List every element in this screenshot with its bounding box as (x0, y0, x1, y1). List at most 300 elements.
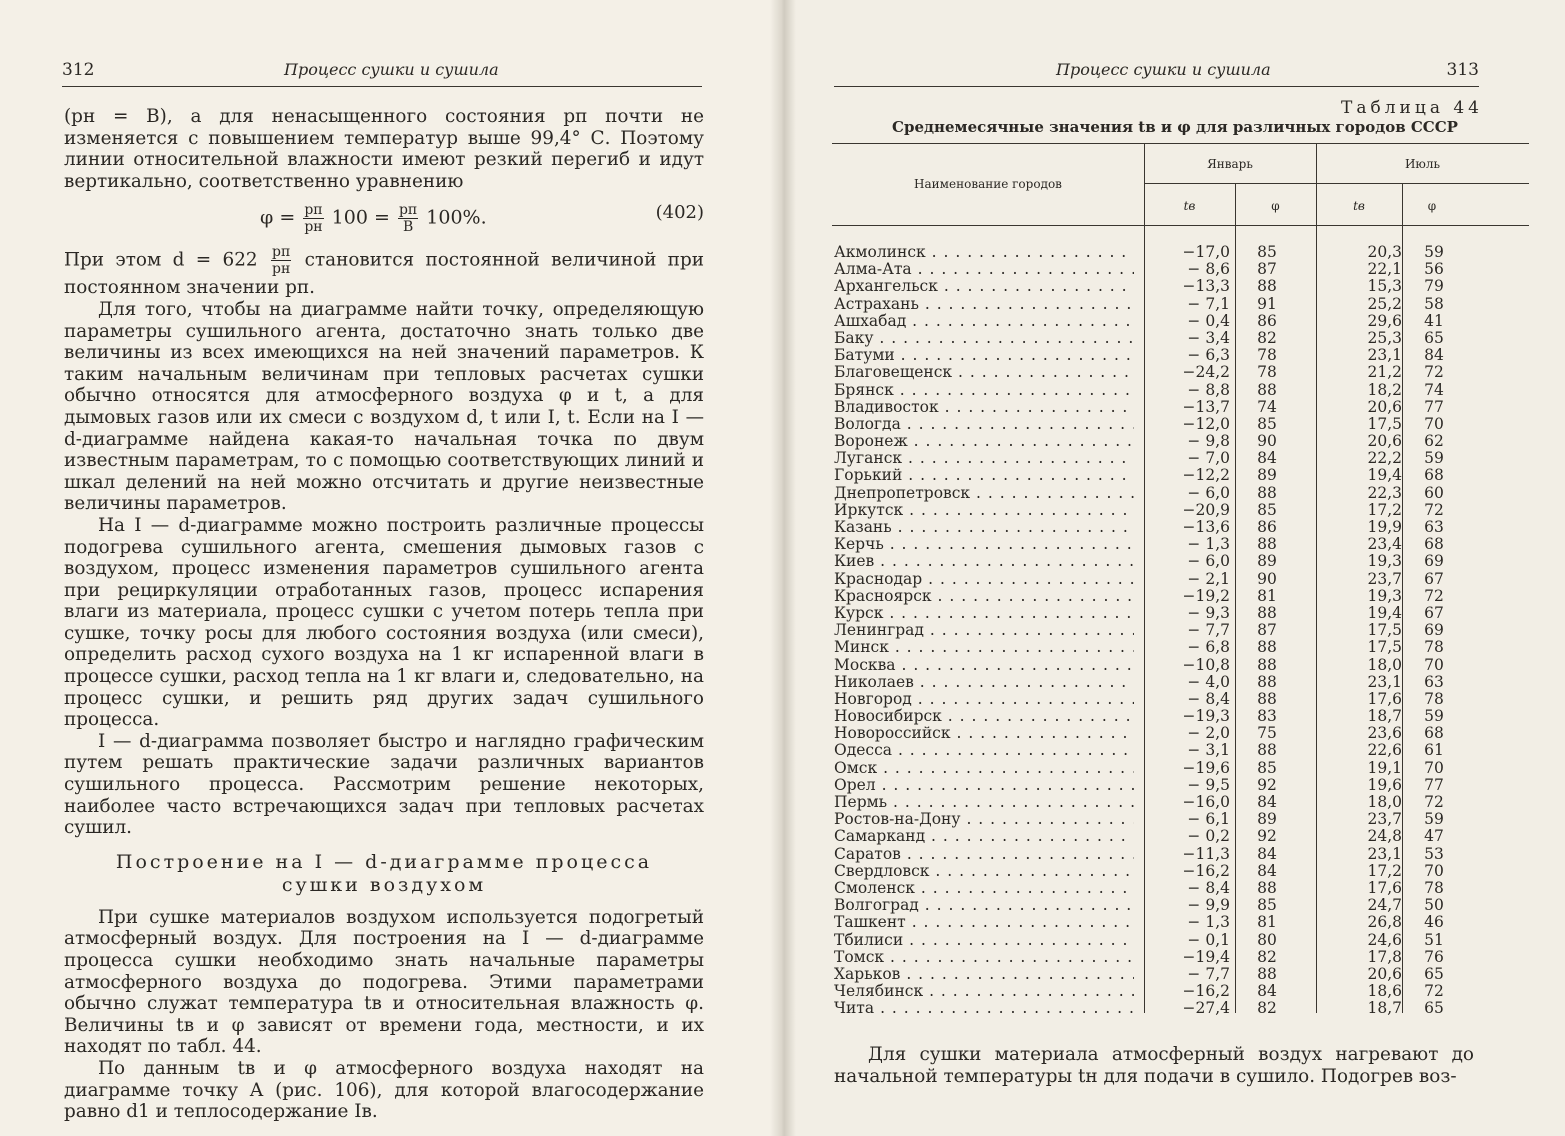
jan-humidity: 89 (1257, 466, 1277, 485)
city-name: Вологда . . . (834, 416, 1134, 433)
table-row (832, 313, 1529, 330)
jul-temp: 17,8 (1367, 947, 1402, 966)
table-row (832, 553, 1529, 570)
jan-temp: − 0,2 (1187, 827, 1230, 846)
jan-humidity: 84 (1257, 844, 1277, 863)
jan-temp: −19,2 (1182, 586, 1230, 605)
jan-humidity: 80 (1257, 930, 1277, 949)
jan-temp: − 7,7 (1187, 621, 1230, 640)
jul-humidity: 65 (1424, 999, 1444, 1018)
paragraph: При этом d = 622 $\frac{pп}{pн}$ становится постоянной величиной при постоянном значении pп. (64, 244, 704, 299)
jan-temp: − 6,0 (1187, 552, 1230, 571)
jan-temp: − 7,1 (1187, 294, 1230, 313)
table-row (832, 674, 1529, 691)
jul-humidity: 68 (1424, 724, 1444, 743)
city-name: Баку . . . (834, 330, 1134, 347)
table-group-rule (1144, 183, 1529, 184)
table-row (832, 691, 1529, 708)
city-name: Новороссийск . . . (834, 725, 1134, 742)
city-name: Москва . . . (834, 657, 1134, 674)
jul-temp: 24,6 (1367, 930, 1402, 949)
jan-humidity: 81 (1257, 913, 1277, 932)
table-row (832, 278, 1529, 295)
jan-temp: − 9,3 (1187, 603, 1230, 622)
jul-humidity: 72 (1424, 586, 1444, 605)
city-name: Саратов . . . (834, 846, 1134, 863)
jan-humidity: 88 (1257, 741, 1277, 760)
city-name: Николаев . . . (834, 674, 1134, 691)
jan-humidity: 88 (1257, 638, 1277, 657)
jul-humidity: 69 (1424, 552, 1444, 571)
city-name: Днепропетровск . . . (834, 485, 1134, 502)
table-row (832, 364, 1529, 381)
city-name: Архангельск . . . (834, 278, 1134, 295)
jul-temp: 19,4 (1367, 466, 1402, 485)
paragraph: По данным tв и φ атмосферного воздуха находят на диаграмме точку A (рис. 106), для которой влагосодержание равно d1 и теплосодержание Iв. (64, 1057, 704, 1123)
jul-temp: 19,9 (1367, 518, 1402, 536)
jul-temp: 29,6 (1367, 311, 1402, 330)
right-running-head (834, 56, 1479, 87)
jan-temp: −13,7 (1182, 397, 1230, 416)
jul-humidity: 60 (1424, 483, 1444, 502)
jul-temp: 23,1 (1367, 346, 1402, 365)
table-row (832, 244, 1529, 261)
paragraph: I — d-диаграмма позволяет быстро и наглядно графическим путем решать практические задачи различных вариантов сушильного процесса. Рассмотрим решение некоторых, наиболее часто встречающихся задач при тепловых расчетах сушил. (64, 730, 704, 839)
jul-temp: 24,8 (1367, 827, 1402, 846)
jul-temp: 15,3 (1367, 277, 1402, 296)
jul-humidity: 46 (1424, 913, 1444, 932)
city-name: Одесса . . . (834, 742, 1134, 759)
table-row (832, 467, 1529, 484)
jul-humidity: 68 (1424, 466, 1444, 485)
formula-expression: φ = $\frac{pп}{pн}$ 100 = $\frac{pп}{B}$ 100%. (260, 202, 487, 236)
table-row (832, 828, 1529, 845)
city-name: Минск . . . (834, 639, 1134, 656)
city-name: Керчь . . . (834, 536, 1134, 553)
table-row (832, 794, 1529, 811)
jan-temp: − 8,4 (1187, 689, 1230, 708)
jul-temp: 18,0 (1367, 793, 1402, 811)
city-name: Горький . . . (834, 467, 1134, 484)
section-heading: Построение на I — d-диаграмме процесса сушки воздухом (115, 850, 653, 896)
city-name: Орел . . . (834, 777, 1134, 794)
jul-temp: 19,3 (1367, 552, 1402, 571)
jan-temp: −10,8 (1182, 655, 1230, 674)
table-row (832, 622, 1529, 639)
city-name: Смоленск . . . (834, 880, 1134, 897)
table-row (832, 296, 1529, 313)
jan-humidity: 88 (1257, 483, 1277, 502)
city-name: Челябинск . . . (834, 983, 1134, 1000)
jul-humidity: 59 (1424, 810, 1444, 829)
jul-humidity: 70 (1424, 758, 1444, 777)
jan-temp: − 6,3 (1187, 346, 1230, 365)
jan-temp: − 9,8 (1187, 432, 1230, 451)
jan-humidity: 87 (1257, 260, 1277, 279)
jul-humidity: 67 (1424, 569, 1444, 588)
jan-humidity: 88 (1257, 603, 1277, 622)
jan-temp: −13,6 (1182, 518, 1230, 536)
city-name: Новосибирск . . . (834, 708, 1134, 725)
jan-humidity: 84 (1257, 982, 1277, 1001)
jan-humidity: 92 (1257, 775, 1277, 794)
jul-temp: 22,2 (1367, 449, 1402, 468)
jan-temp: − 3,4 (1187, 328, 1230, 347)
jan-temp: −27,4 (1182, 999, 1230, 1018)
jan-humidity: 88 (1257, 672, 1277, 691)
jul-humidity: 41 (1424, 311, 1444, 330)
jan-temp: − 6,1 (1187, 810, 1230, 829)
table-row (832, 657, 1529, 674)
paragraph: (pн = B), а для ненасыщенного состояния pп почти не изменяется с повышением температур выше 99,4° С. Поэтому линии относительной влажности имеют резкий перегиб и идут вертикально, соответственно уравнению (64, 106, 704, 192)
jan-temp: − 7,0 (1187, 449, 1230, 468)
jan-temp: − 9,5 (1187, 775, 1230, 794)
jan-temp: − 4,0 (1187, 672, 1230, 691)
jul-humidity: 63 (1424, 518, 1444, 536)
city-name: Курск . . . (834, 605, 1134, 622)
jul-humidity: 74 (1424, 380, 1444, 399)
table-row (832, 519, 1529, 536)
jan-temp: −12,0 (1182, 414, 1230, 433)
jul-temp: 17,2 (1367, 500, 1402, 519)
table-row (832, 932, 1529, 949)
jul-temp: 21,2 (1367, 363, 1402, 382)
jan-humidity: 88 (1257, 964, 1277, 983)
jul-humidity: 77 (1424, 397, 1444, 416)
jul-humidity: 67 (1424, 603, 1444, 622)
table-caption: Среднемесячные значения tв и φ для различных городов СССР (892, 118, 1458, 136)
jul-humidity: 72 (1424, 363, 1444, 382)
city-name: Ашхабад . . . (834, 313, 1134, 330)
jan-humidity: 83 (1257, 707, 1277, 726)
city-name: Астрахань . . . (834, 296, 1134, 313)
jul-temp: 17,5 (1367, 621, 1402, 640)
jan-humidity: 84 (1257, 793, 1277, 811)
city-name: Иркутск . . . (834, 502, 1134, 519)
jan-temp: −12,2 (1182, 466, 1230, 485)
jan-humidity: 85 (1257, 896, 1277, 915)
table-row (832, 502, 1529, 519)
jan-humidity: 82 (1257, 947, 1277, 966)
table-row (832, 588, 1529, 605)
jul-humidity: 68 (1424, 535, 1444, 554)
jan-temp: − 8,8 (1187, 380, 1230, 399)
jul-temp: 25,2 (1367, 294, 1402, 313)
table-row (832, 983, 1529, 1000)
jul-humidity: 76 (1424, 947, 1444, 966)
right-page-number: 313 (1446, 60, 1479, 80)
jul-humidity: 59 (1424, 243, 1444, 261)
jan-humidity: 89 (1257, 810, 1277, 829)
jan-humidity: 92 (1257, 827, 1277, 846)
table-row (832, 742, 1529, 759)
fraction: $\frac{pп}{B}$ (398, 202, 418, 236)
table-row (832, 382, 1529, 399)
jul-humidity: 50 (1424, 896, 1444, 915)
jan-humidity: 85 (1257, 500, 1277, 519)
jul-humidity: 78 (1424, 638, 1444, 657)
fraction: $\frac{pп}{pн}$ (272, 244, 291, 278)
jul-temp: 17,5 (1367, 638, 1402, 657)
jul-humidity: 78 (1424, 878, 1444, 897)
jan-temp: −24,2 (1182, 363, 1230, 382)
jan-humidity: 75 (1257, 724, 1277, 743)
jul-humidity: 70 (1424, 414, 1444, 433)
jan-temp: − 8,6 (1187, 260, 1230, 279)
jan-temp: −13,3 (1182, 277, 1230, 296)
city-name: Свердловск . . . (834, 863, 1134, 880)
table-label: Таблица 44 (1341, 98, 1483, 118)
jan-humidity: 88 (1257, 277, 1277, 296)
jan-humidity: 81 (1257, 586, 1277, 605)
book-gutter (770, 0, 796, 1136)
jan-temp: − 2,1 (1187, 569, 1230, 588)
jul-temp: 18,7 (1367, 707, 1402, 726)
jul-humidity: 72 (1424, 500, 1444, 519)
jul-temp: 19,4 (1367, 603, 1402, 622)
jul-temp: 20,6 (1367, 432, 1402, 451)
jan-humidity: 88 (1257, 878, 1277, 897)
table-header-rule (832, 225, 1529, 226)
table-top-rule (832, 143, 1529, 144)
jul-temp: 22,6 (1367, 741, 1402, 760)
jan-temp: −19,6 (1182, 758, 1230, 777)
jul-humidity: 78 (1424, 689, 1444, 708)
jan-temp: − 1,3 (1187, 535, 1230, 554)
jul-humidity: 62 (1424, 432, 1444, 451)
header-jul-t: tв (1353, 199, 1365, 213)
jul-humidity: 77 (1424, 775, 1444, 794)
jul-temp: 17,6 (1367, 689, 1402, 708)
formula-402 (64, 196, 704, 242)
city-name: Брянск . . . (834, 382, 1134, 399)
jan-humidity: 78 (1257, 363, 1277, 382)
header-jan-phi: φ (1271, 199, 1280, 213)
left-running-head (62, 56, 702, 87)
fraction: $\frac{pп}{pн}$ (304, 202, 323, 236)
jul-humidity: 58 (1424, 294, 1444, 313)
jul-humidity: 59 (1424, 707, 1444, 726)
table-row (832, 450, 1529, 467)
jul-temp: 25,3 (1367, 328, 1402, 347)
header-january: Январь (1207, 157, 1253, 171)
paragraph: При сушке материалов воздухом используется подогретый атмосферный воздух. Для построения на I — d-диаграмме процесса сушки необходимо знать начальные параметры атмосферного воздуха до подогрева. Этими параметрами обычно служат температура tв и относительная влажность φ. Величины tв и φ зависят от времени года, местности, и их находят по табл. 44. (64, 906, 704, 1058)
city-name: Алма-Ата . . . (834, 261, 1134, 278)
jan-temp: −16,2 (1182, 861, 1230, 880)
city-name: Красноярск . . . (834, 588, 1134, 605)
jul-temp: 19,6 (1367, 775, 1402, 794)
jan-temp: − 0,4 (1187, 311, 1230, 330)
jul-humidity: 79 (1424, 277, 1444, 296)
table-row (832, 949, 1529, 966)
city-name: Казань . . . (834, 519, 1134, 536)
jan-humidity: 85 (1257, 243, 1277, 261)
jul-temp: 23,7 (1367, 569, 1402, 588)
city-name: Ростов-на-Дону . . . (834, 811, 1134, 828)
jul-humidity: 63 (1424, 672, 1444, 691)
jul-humidity: 69 (1424, 621, 1444, 640)
jul-temp: 17,5 (1367, 414, 1402, 433)
city-name: Чита . . . (834, 1000, 1134, 1017)
table-row (832, 433, 1529, 450)
jul-temp: 22,1 (1367, 260, 1402, 279)
jan-temp: − 6,0 (1187, 483, 1230, 502)
city-name: Владивосток . . . (834, 399, 1134, 416)
table-row (832, 330, 1529, 347)
city-name: Пермь . . . (834, 794, 1134, 811)
city-name: Волгоград . . . (834, 897, 1134, 914)
table-row (832, 725, 1529, 742)
jan-humidity: 85 (1257, 414, 1277, 433)
jan-temp: −16,0 (1182, 793, 1230, 811)
jan-humidity: 84 (1257, 861, 1277, 880)
table-row (832, 571, 1529, 588)
jul-humidity: 65 (1424, 964, 1444, 983)
jan-humidity: 89 (1257, 552, 1277, 571)
city-name: Киев . . . (834, 553, 1134, 570)
city-name: Акмолинск . . . (834, 244, 1134, 261)
jul-temp: 18,6 (1367, 982, 1402, 1001)
left-page-number: 312 (62, 60, 95, 80)
table-row (832, 1000, 1529, 1017)
table-row (832, 708, 1529, 725)
jan-humidity: 88 (1257, 655, 1277, 674)
jul-humidity: 61 (1424, 741, 1444, 760)
jan-humidity: 87 (1257, 621, 1277, 640)
city-name: Воронеж . . . (834, 433, 1134, 450)
city-name: Краснодар . . . (834, 571, 1134, 588)
jul-temp: 19,3 (1367, 586, 1402, 605)
jul-humidity: 70 (1424, 655, 1444, 674)
table-row (832, 966, 1529, 983)
jul-temp: 20,6 (1367, 964, 1402, 983)
jul-temp: 19,1 (1367, 758, 1402, 777)
table-body (832, 244, 1529, 1017)
table-row (832, 639, 1529, 656)
jul-temp: 17,6 (1367, 878, 1402, 897)
jan-temp: − 6,8 (1187, 638, 1230, 657)
jul-temp: 23,1 (1367, 672, 1402, 691)
jan-humidity: 86 (1257, 518, 1277, 536)
jan-humidity: 88 (1257, 689, 1277, 708)
jan-humidity: 91 (1257, 294, 1277, 313)
jan-temp: − 9,9 (1187, 896, 1230, 915)
city-name: Томск . . . (834, 949, 1134, 966)
left-body-text (64, 106, 704, 1123)
header-jul-phi: φ (1427, 199, 1437, 213)
jul-humidity: 51 (1424, 930, 1444, 949)
jan-humidity: 74 (1257, 397, 1277, 416)
jan-temp: −17,0 (1182, 243, 1230, 261)
city-climate-table (832, 143, 1529, 1023)
city-name: Омск . . . (834, 760, 1134, 777)
jan-humidity: 90 (1257, 432, 1277, 451)
jan-humidity: 88 (1257, 380, 1277, 399)
city-name: Тбилиси . . . (834, 932, 1134, 949)
paragraph: На I — d-диаграмме можно построить различные процессы подогрева сушильного агента, смешения дымовых газов с воздухом, процесс изменения параметров сушильного агента при рециркуляции отработанных газов, процесс испарения влаги из материала, процесс сушки с учетом потерь тепла при сушке, точку росы для любого состояния воздуха (или смеси), определить расход сухого воздуха на 1 кг испаренной влаги в процессе сушки, расход тепла на 1 кг влаги и, следовательно, на процесс сушки, и решить ряд других задач сушильного процесса. (64, 514, 704, 731)
jul-humidity: 47 (1424, 827, 1444, 846)
jul-temp: 20,6 (1367, 397, 1402, 416)
jan-humidity: 90 (1257, 569, 1277, 588)
jan-temp: − 3,1 (1187, 741, 1230, 760)
equation-number: (402) (655, 202, 704, 224)
header-july: Июль (1404, 157, 1441, 171)
jul-temp: 23,7 (1367, 810, 1402, 829)
jul-humidity: 72 (1424, 793, 1444, 811)
jan-temp: −19,4 (1182, 947, 1230, 966)
jul-humidity: 84 (1424, 346, 1444, 365)
jan-humidity: 82 (1257, 328, 1277, 347)
left-page (0, 0, 782, 1136)
jan-humidity: 85 (1257, 758, 1277, 777)
jan-temp: − 8,4 (1187, 878, 1230, 897)
jul-temp: 24,7 (1367, 896, 1402, 915)
table-row (832, 914, 1529, 931)
paragraph: Для того, чтобы на диаграмме найти точку, определяющую параметры сушильного агента, достаточно знать только две величины из всех имеющихся на ней значений параметров. К таким начальным величинам при тепловых расчетах сушки обычно относятся для атмосферного воздуха φ и t, а для дымовых газов или их смеси с воздухом d, t или I, t. Если на I — d-диаграмме найдена какая-то начальная точка по двум известным параметрам, то с помощью соответствующих линий и шкал делений на ней можно отсчитать и другие неизвестные величины параметров. (64, 298, 704, 515)
table-row (832, 777, 1529, 794)
jan-humidity: 86 (1257, 311, 1277, 330)
right-running-title: Процесс сушки и сушила (1056, 60, 1271, 79)
table-row (832, 485, 1529, 502)
table-row (832, 863, 1529, 880)
right-page (782, 0, 1565, 1136)
jul-temp: 23,6 (1367, 724, 1402, 743)
city-name: Ленинград . . . (834, 622, 1134, 639)
jan-temp: −20,9 (1182, 500, 1230, 519)
jul-humidity: 65 (1424, 328, 1444, 347)
jul-temp: 18,0 (1367, 655, 1402, 674)
city-name: Харьков . . . (834, 966, 1134, 983)
jul-humidity: 70 (1424, 861, 1444, 880)
jan-temp: − 0,1 (1187, 930, 1230, 949)
table-row (832, 536, 1529, 553)
jan-humidity: 82 (1257, 999, 1277, 1018)
paragraph: Для сушки материала атмосферный воздух нагревают до начальной температуры tн для подачи в сушило. Подогрев воз- (834, 1044, 1474, 1087)
city-name: Благовещенск . . . (834, 364, 1134, 381)
jul-humidity: 56 (1424, 260, 1444, 279)
table-row (832, 416, 1529, 433)
jul-humidity: 53 (1424, 844, 1444, 863)
jul-temp: 17,2 (1367, 861, 1402, 880)
city-name: Новгород . . . (834, 691, 1134, 708)
city-name: Самарканд . . . (834, 828, 1134, 845)
city-name: Луганск . . . (834, 450, 1134, 467)
city-name: Ташкент . . . (834, 914, 1134, 931)
jan-humidity: 84 (1257, 449, 1277, 468)
jan-temp: − 1,3 (1187, 913, 1230, 932)
left-running-title: Процесс сушки и сушила (284, 60, 499, 79)
jul-temp: 18,7 (1367, 999, 1402, 1018)
header-jan-t: tв (1183, 199, 1196, 213)
jan-temp: −19,3 (1182, 707, 1230, 726)
jan-temp: − 7,7 (1187, 964, 1230, 983)
jul-temp: 23,4 (1367, 535, 1402, 554)
table-row (832, 261, 1529, 278)
city-name: Батуми . . . (834, 347, 1134, 364)
table-row (832, 760, 1529, 777)
jul-temp: 22,3 (1367, 483, 1402, 502)
jan-humidity: 88 (1257, 535, 1277, 554)
table-row (832, 399, 1529, 416)
jul-humidity: 59 (1424, 449, 1444, 468)
table-row (832, 897, 1529, 914)
jul-temp: 20,3 (1367, 243, 1402, 261)
table-row (832, 347, 1529, 364)
jul-humidity: 72 (1424, 982, 1444, 1001)
jan-temp: −11,3 (1182, 844, 1230, 863)
jan-humidity: 78 (1257, 346, 1277, 365)
table-row (832, 811, 1529, 828)
